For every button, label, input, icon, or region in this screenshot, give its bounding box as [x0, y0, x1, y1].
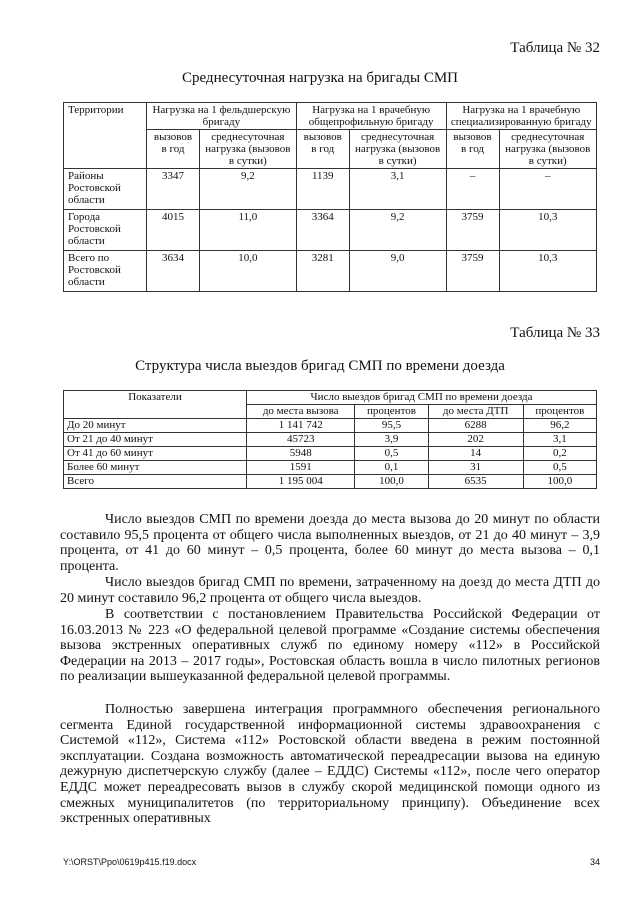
header-avg: среднесуточная нагрузка (вызовов в сутки) [349, 130, 446, 169]
cell: 0,5 [523, 461, 596, 475]
header-percent: процентов [355, 405, 428, 419]
table-row [64, 433, 597, 447]
table-33-title: Структура числа выездов бригад СМП по времени доезда [135, 358, 505, 374]
cell: 3,9 [355, 433, 428, 447]
cell: 45723 [247, 433, 355, 447]
header-group-3: Нагрузка на 1 врачебную специализированную бригаду [446, 103, 597, 130]
cell: 100,0 [355, 475, 428, 489]
cell: 5948 [247, 447, 355, 461]
table-33 [63, 390, 597, 489]
table-32-title: Среднесуточная нагрузка на бригады СМП [181, 70, 459, 86]
cell: 1591 [247, 461, 355, 475]
table-row [64, 447, 597, 461]
cell: 0,1 [355, 461, 428, 475]
cell: 3364 [296, 210, 349, 251]
row-name: Районы Ростовской области [64, 169, 147, 210]
row-name: До 20 минут [64, 419, 247, 433]
cell: 1139 [296, 169, 349, 210]
header-avg: среднесуточная нагрузка (вызовов в сутки) [200, 130, 297, 169]
table-row [64, 251, 597, 292]
paragraph: В соответствии с постановлением Правительства Российской Федерации от 16.03.2013 № 223 «О федеральной целевой программе «Создание системы обеспечения вызова экстренных оперативных служб по единому номеру «112» в Российской Федерации на 2013 – 2017 годы», Ростовская область вошла в число пилотных регионов по реализации вышеуказанной федеральной целевой программы. [60, 607, 600, 685]
cell: 96,2 [523, 419, 596, 433]
cell: 0,5 [355, 447, 428, 461]
row-name: Города Ростовской области [64, 210, 147, 251]
cell: 10,0 [200, 251, 297, 292]
cell: 100,0 [523, 475, 596, 489]
cell: 6288 [428, 419, 523, 433]
header-to-dtp: до места ДТП [428, 405, 523, 419]
cell: 3,1 [523, 433, 596, 447]
row-name: Всего [64, 475, 247, 489]
cell: 1 141 742 [247, 419, 355, 433]
page-number: 34 [589, 857, 600, 867]
row-name: От 21 до 40 минут [64, 433, 247, 447]
cell: – [499, 169, 597, 210]
header-group-2: Нагрузка на 1 врачебную общепрофильную бригаду [296, 103, 446, 130]
cell: 9,0 [349, 251, 446, 292]
paragraph: Число выездов бригад СМП по времени, затраченному на доезд до места ДТП до 20 минут составило 96,2 процента от общего числа выездов. [60, 575, 600, 606]
cell: 10,3 [499, 251, 597, 292]
cell: 3759 [446, 251, 499, 292]
table-row [64, 210, 597, 251]
table-row [64, 461, 597, 475]
header-group: Число выездов бригад СМП по времени доезда [247, 391, 597, 405]
header-indicators: Показатели [64, 391, 247, 419]
cell: 0,2 [523, 447, 596, 461]
cell: 3281 [296, 251, 349, 292]
header-calls: вызовов в год [147, 130, 200, 169]
table-row [64, 169, 597, 210]
cell: 3634 [147, 251, 200, 292]
paragraph: Полностью завершена интеграция программного обеспечения регионального сегмента Единой государственной информационной системы здравоохранения с Системой «112», Система «112» Ростовской области введена в режим постоянной эксплуатации. Создана возможность автоматической переадресации вызова на единую дежурную диспетчерскую службу (далее – ЕДДС) Системы «112», после чего оператор ЕДДС может переадресовать вызов в службу скорой медицинской помощи одного из смежных муниципалитетов (по территориальному принципу). Объединение всех экстренных оперативных [60, 702, 600, 827]
header-group-1: Нагрузка на 1 фельдшерскую бригаду [147, 103, 297, 130]
cell: 3,1 [349, 169, 446, 210]
cell: 11,0 [200, 210, 297, 251]
header-avg: среднесуточная нагрузка (вызовов в сутки) [499, 130, 597, 169]
paragraph: Число выездов СМП по времени доезда до места вызова до 20 минут по области составило 95,5 процента от общего числа выполненных выездов, от 21 до 40 минут – 3,9 процента, от 41 до 60 минут – 0,5 процента, более 60 минут до места вызова – 0,1 процента. [60, 512, 600, 574]
cell: 9,2 [349, 210, 446, 251]
cell: 31 [428, 461, 523, 475]
cell: – [446, 169, 499, 210]
header-territory: Территории [64, 103, 147, 169]
cell: 95,5 [355, 419, 428, 433]
cell: 4015 [147, 210, 200, 251]
header-to-place: до места вызова [247, 405, 355, 419]
cell: 9,2 [200, 169, 297, 210]
table-32 [63, 102, 597, 292]
header-percent: процентов [523, 405, 596, 419]
cell: 202 [428, 433, 523, 447]
cell: 3759 [446, 210, 499, 251]
cell: 14 [428, 447, 523, 461]
header-calls: вызовов в год [296, 130, 349, 169]
footer-path: Y:\ORST\Ppo\0619p415.f19.docx [63, 857, 197, 867]
cell: 6535 [428, 475, 523, 489]
row-name: Всего по Ростовской области [64, 251, 147, 292]
row-name: От 41 до 60 минут [64, 447, 247, 461]
row-name: Более 60 минут [64, 461, 247, 475]
table-row [64, 419, 597, 433]
header-calls: вызовов в год [446, 130, 499, 169]
table-33-number: Таблица № 33 [510, 325, 600, 341]
table-32-number: Таблица № 32 [510, 40, 600, 56]
cell: 10,3 [499, 210, 597, 251]
cell: 3347 [147, 169, 200, 210]
cell: 1 195 004 [247, 475, 355, 489]
table-row [64, 475, 597, 489]
